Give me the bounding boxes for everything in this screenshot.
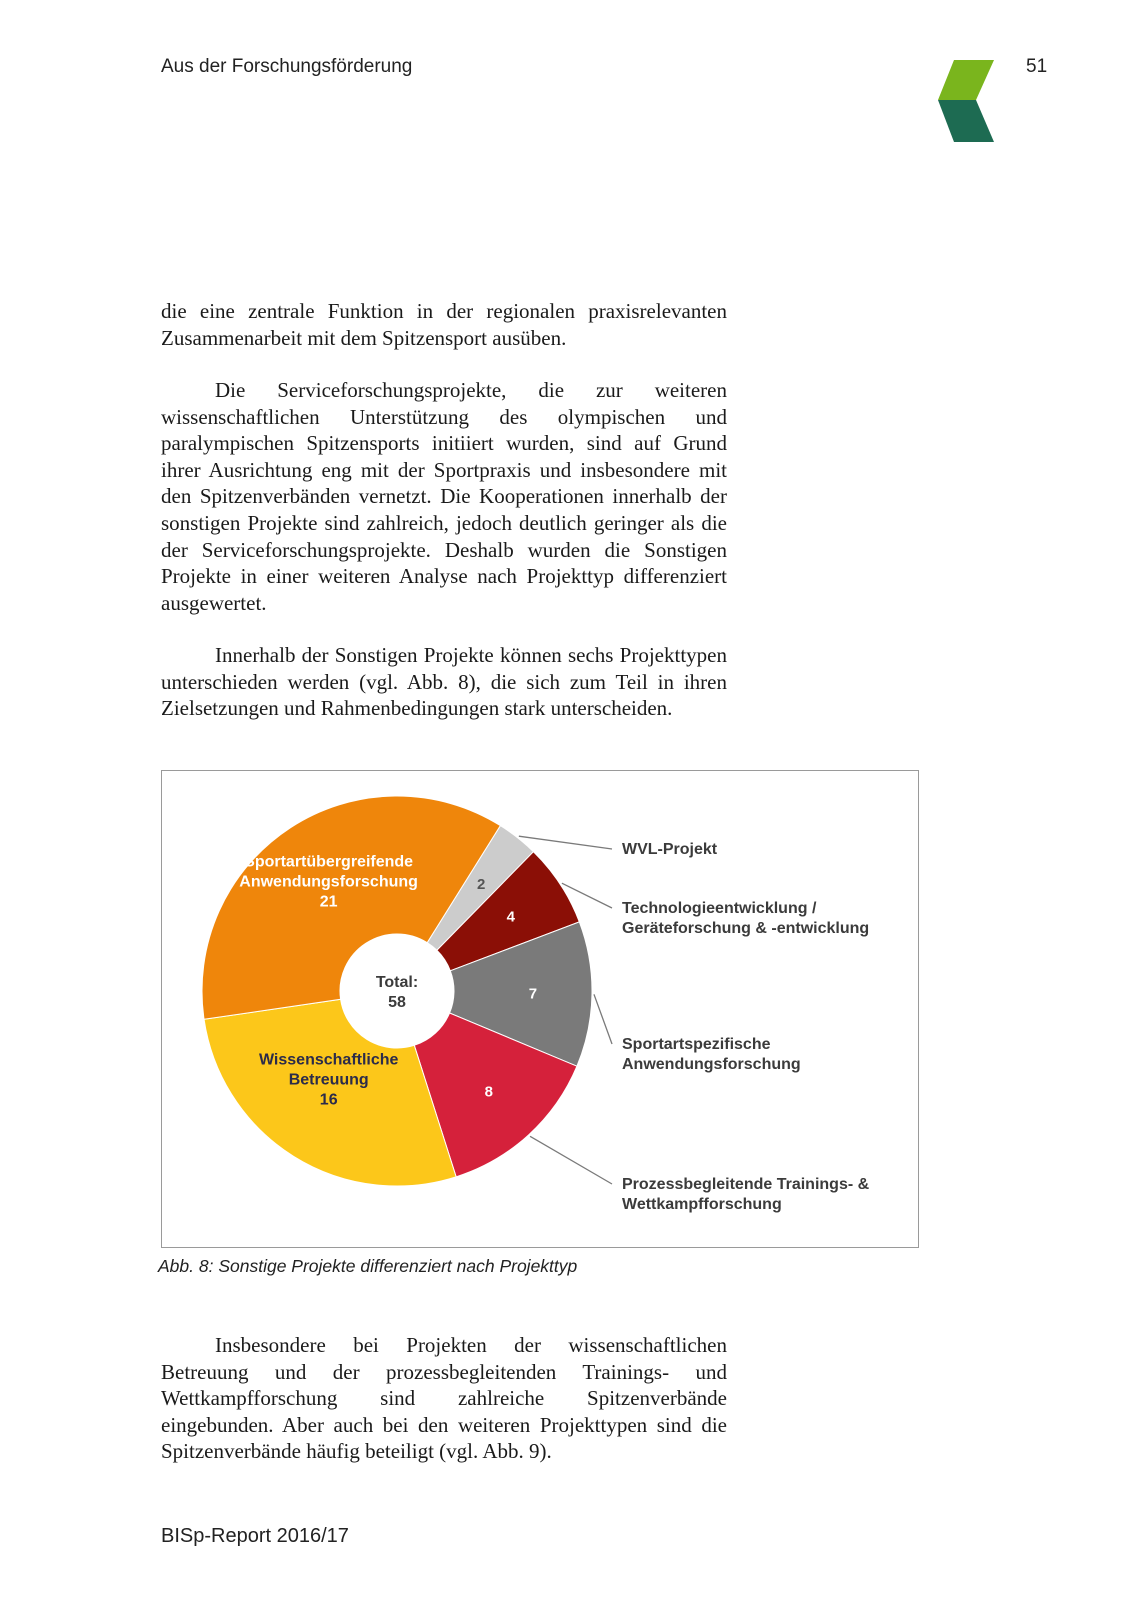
bisp-logo bbox=[938, 60, 994, 149]
slice-label-5: Sportartübergreifende Anwendungsforschung 21 bbox=[239, 853, 418, 911]
page-footer: BISp-Report 2016/17 bbox=[161, 1525, 349, 1547]
slice-label-4: Wissenschaftliche Betreuung 16 bbox=[258, 1051, 399, 1109]
slice-label-3: Prozessbegleitende Trainings- & Wettkampfforschung bbox=[622, 1176, 870, 1213]
logo-bottom-chevron bbox=[938, 100, 994, 142]
slice-value-1: 4 bbox=[506, 908, 516, 926]
leader-line-0 bbox=[519, 836, 612, 849]
donut-chart bbox=[162, 771, 920, 1249]
slice-label-1: Technologieentwicklung / Geräteforschung & -entwicklung bbox=[622, 900, 870, 937]
leader-line-3 bbox=[530, 1136, 612, 1184]
figure-caption: Abb. 8: Sonstige Projekte differenziert nach Projekttyp bbox=[158, 1256, 578, 1276]
slice-value-2: 7 bbox=[528, 985, 538, 1003]
running-head: Aus der Forschungsförderung bbox=[161, 56, 413, 77]
figure-8-chart bbox=[161, 770, 919, 1248]
donut-center-total: Total: 58 bbox=[375, 974, 419, 1011]
page-number: 51 bbox=[1026, 56, 1048, 77]
paragraph-4: Insbesondere bei Projekten der wissenschaftlichen Betreuung und der prozessbegleitenden Trainings- und Wettkampfforschung sind zahlreiche Spitzenverbände eingebunden. Aber auch bei den weiteren Projekttypen sind die Spitzenverbände häufig beteiligt (vgl. Abb. 9). bbox=[161, 1333, 727, 1464]
slice-value-3: 8 bbox=[484, 1083, 494, 1101]
leader-line-2 bbox=[594, 994, 612, 1044]
slice-value-0: 2 bbox=[476, 876, 486, 894]
paragraph-1: die eine zentrale Funktion in der regionalen praxisrelevanten Zusammenarbeit mit dem Spitzensport ausüben. bbox=[161, 299, 727, 350]
slice-label-2: Sportartspezifische Anwendungsforschung bbox=[622, 1036, 801, 1073]
paragraph-3: Innerhalb der Sonstigen Projekte können sechs Projekttypen unterschieden werden (vgl. Abb. 8), die sich zum Teil in ihren Zielsetzungen und Rahmenbedingungen stark unterscheiden. bbox=[161, 643, 727, 721]
logo-top-chevron bbox=[938, 60, 994, 100]
slice-label-0: WVL-Projekt bbox=[622, 841, 718, 858]
paragraph-2: Die Serviceforschungsprojekte, die zur weiteren wissenschaftlichen Unterstützung des olympischen und paralympischen Spitzensports initiiert wurden, sind auf Grund ihrer Ausrichtung eng mit der Sportpraxis und insbesondere mit den Spitzenverbänden vernetzt. Die Kooperationen innerhalb der sonstigen Projekte sind zahlreich, jedoch deutlich geringer als die der Serviceforschungsprojekte. Deshalb wurden die Sonstigen Projekte in einer weiteren Analyse nach Projekttyp differenziert ausgewertet. bbox=[161, 378, 727, 615]
